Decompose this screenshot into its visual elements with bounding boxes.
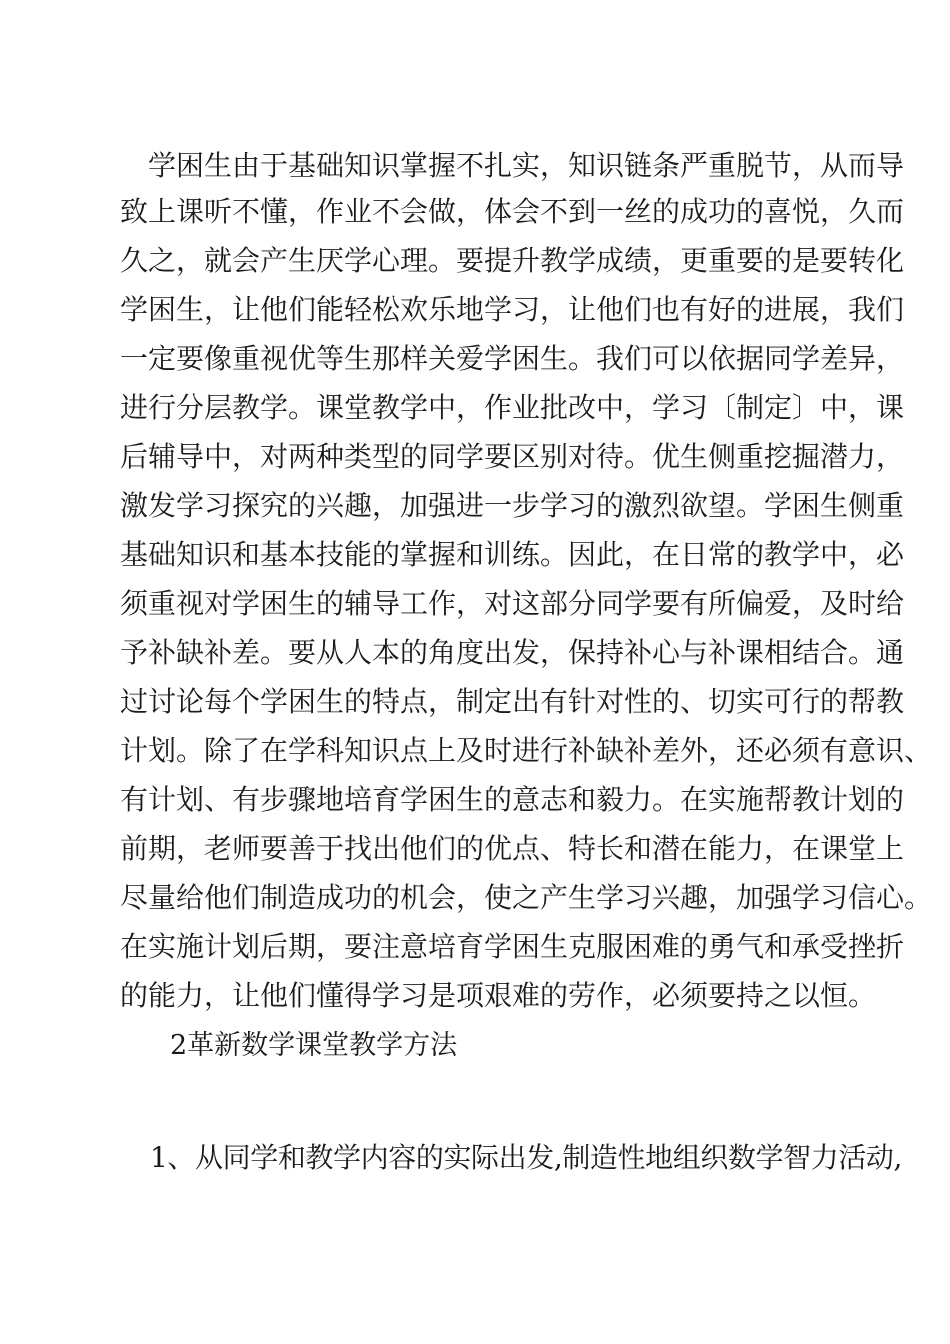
paragraph-line-18: 的能力，让他们懂得学习是项艰难的劳作，必须要持之以恒。 (120, 979, 877, 1012)
paragraph-line-7: 后辅导中，对两种类型的同学要区别对待。优生侧重挖掘潜力， (120, 440, 905, 473)
paragraph-line-16: 尽量给他们制造成功的机会，使之产生学习兴趣，加强学习信心。 (120, 881, 933, 914)
paragraph-line-12: 过讨论每个学困生的特点，制定出有针对性的、切实可行的帮教 (120, 685, 905, 718)
paragraph-line-3: 久之，就会产生厌学心理。要提升教学成绩，更重要的是要转化 (120, 244, 905, 277)
paragraph-line-4: 学困生，让他们能轻松欢乐地学习，让他们也有好的进展，我们 (120, 293, 905, 326)
paragraph-line-17: 在实施计划后期，要注意培育学困生克服困难的勇气和承受挫折 (120, 930, 905, 963)
paragraph-line-11: 予补缺补差。要从人本的角度出发，保持补心与补课相结合。通 (120, 636, 905, 669)
paragraph-line-8: 激发学习探究的兴趣，加强进一步学习的激烈欲望。学困生侧重 (120, 489, 905, 522)
list-item-1: 1、从同学和教学内容的实际出发,制造性地组织数学智力活动, (150, 1141, 903, 1174)
paragraph-line-2: 致上课听不懂，作业不会做，体会不到一丝的成功的喜悦，久而 (120, 195, 905, 228)
paragraph-line-14: 有计划、有步骤地培育学困生的意志和毅力。在实施帮教计划的 (120, 783, 905, 816)
paragraph-line-5: 一定要像重视优等生那样关爱学困生。我们可以依据同学差异， (120, 342, 905, 375)
paragraph-line-13: 计划。除了在学科知识点上及时进行补缺补差外，还必须有意识、 (120, 734, 933, 767)
section-heading: 2革新数学课堂教学方法 (170, 1030, 458, 1061)
paragraph-line-6: 进行分层教学。课堂教学中，作业批改中，学习〔制定〕中，课 (120, 391, 905, 424)
paragraph-line-10: 须重视对学困生的辅导工作，对这部分同学要有所偏爱，及时给 (120, 587, 905, 620)
paragraph-line-15: 前期，老师要善于找出他们的优点、特长和潜在能力，在课堂上 (120, 832, 905, 865)
paragraph-line-9: 基础知识和基本技能的掌握和训练。因此，在日常的教学中，必 (120, 538, 905, 571)
paragraph-line-1: 学困生由于基础知识掌握不扎实，知识链条严重脱节，从而导 (148, 149, 905, 182)
